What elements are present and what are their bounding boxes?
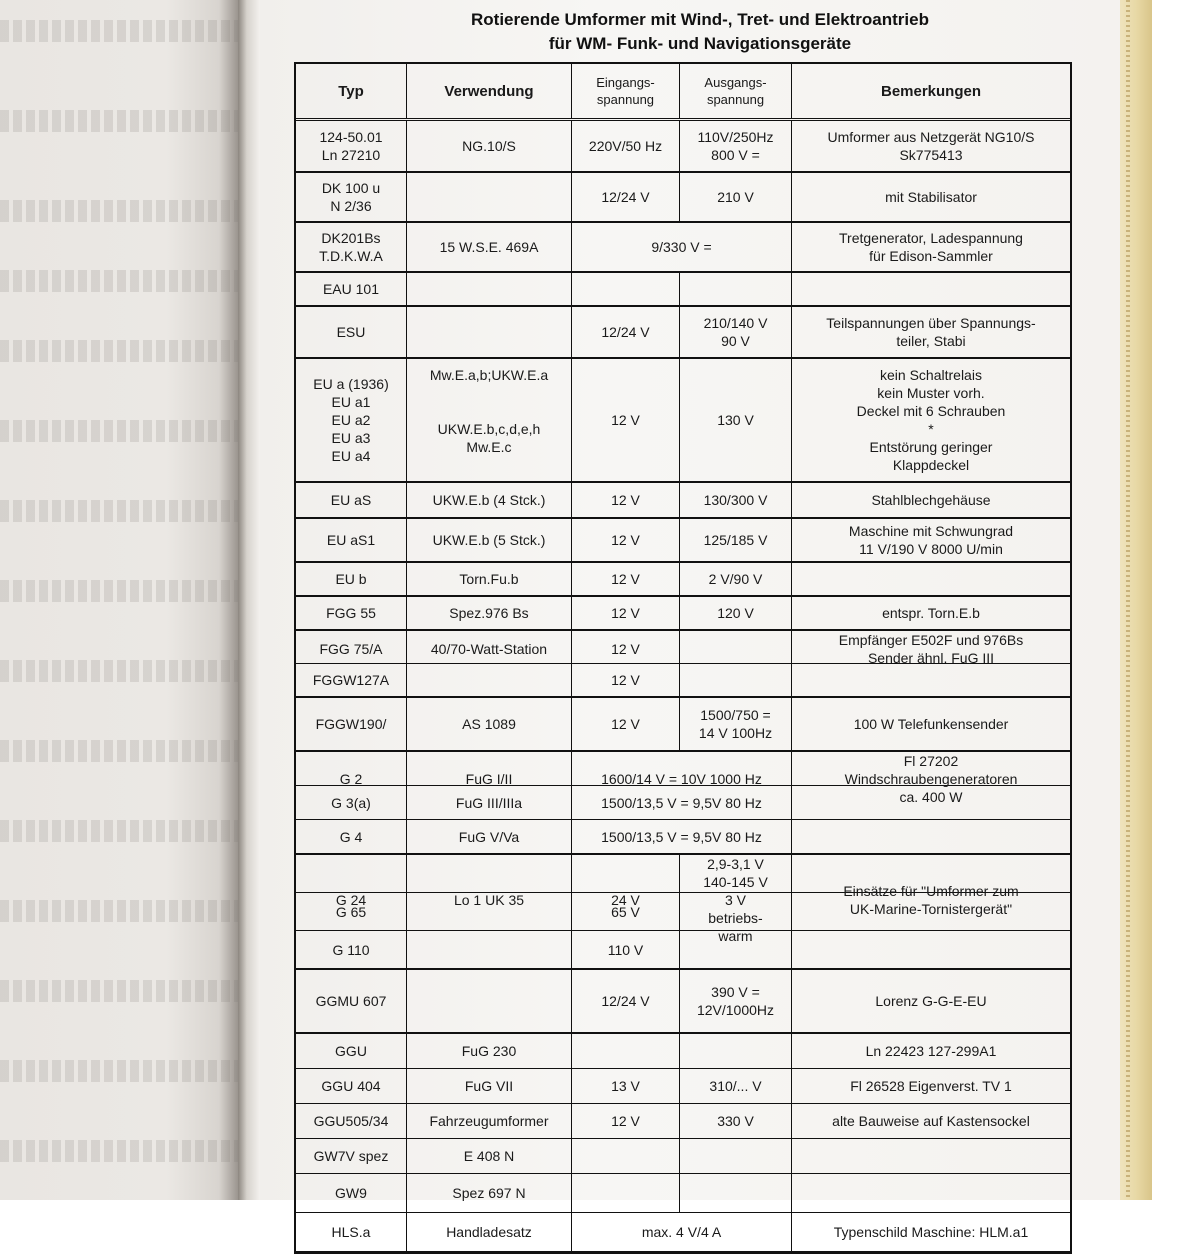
cell-eingang: 24 V (572, 855, 680, 945)
cell-bemerkungen (792, 893, 1070, 930)
cell-ausgang: 130/300 V (680, 483, 792, 517)
bleed-through-text (0, 340, 238, 362)
bleed-through-text (0, 580, 238, 602)
bleed-through-text (0, 820, 238, 842)
cell-typ: G 3(a) (296, 786, 407, 819)
cell-typ: G 24 (296, 855, 407, 945)
cell-verwendung: 15 W.S.E. 469A (407, 223, 572, 271)
cell-ausgang: 330 V (680, 1104, 792, 1138)
cell-typ: G 2 (296, 752, 407, 806)
cell-ausgang: 120 V (680, 597, 792, 629)
table-row (296, 223, 1070, 273)
cell-eingang: 12 V (572, 664, 680, 696)
table-row (296, 1174, 1070, 1213)
cell-bemerkungen (792, 563, 1070, 595)
table-row (296, 664, 1070, 698)
cell-ausgang: 125/185 V (680, 519, 792, 561)
cell-bemerkungen: Einsätze für "Umformer zum UK-Marine-Tornistergerät" (843, 883, 1019, 917)
cell-spannung: 1500/13,5 V = 9,5V 80 Hz (572, 820, 792, 853)
cell-bemerkungen: entspr. Torn.E.b (882, 605, 980, 621)
bleed-through-text (0, 980, 238, 1002)
cell-verwendung: E 408 N (407, 1139, 572, 1173)
bleed-through-text (0, 270, 238, 292)
header-typ: Typ (296, 64, 407, 118)
cell-typ: GGU (296, 1034, 407, 1068)
cell-bemerkungen: Empfänger E502F und 976Bs Sender ähnl. FuG III (838, 632, 1024, 666)
cell-verwendung (407, 931, 572, 968)
cell-ausgang (680, 893, 792, 930)
cell-eingang: 12 V (572, 519, 680, 561)
cell-bemerkungen: Tretgenerator, Ladespannung für Edison-Sammler (839, 230, 1023, 264)
cell-bemerkungen: Stahlblechgehäuse (871, 492, 991, 508)
cell-ausgang (680, 1139, 792, 1173)
bleed-through-text (0, 740, 238, 762)
table-row (296, 893, 1070, 931)
background (1152, 0, 1200, 1200)
cell-bemerkungen (792, 664, 1070, 696)
table-row (296, 1139, 1070, 1174)
table-row (296, 820, 1070, 855)
cell-typ: ESU (296, 307, 407, 357)
cell-ausgang: 1500/750 = 14 V 100Hz (680, 698, 792, 750)
cell-typ: GGU 404 (296, 1069, 407, 1103)
cell-ausgang (680, 1034, 792, 1068)
cell-eingang: 12 V (572, 698, 680, 750)
cell-ausgang (680, 273, 792, 305)
cell-spannung: max. 4 V/4 A (572, 1213, 792, 1251)
header-bemerkungen: Bemerkungen (880, 82, 982, 100)
cell-bemerkungen: Fl 26528 Eigenverst. TV 1 (850, 1078, 1012, 1094)
cell-bemerkungen (792, 786, 1070, 819)
cell-verwendung: Spez.976 Bs (407, 597, 572, 629)
cell-ausgang (680, 631, 792, 667)
header-verwendung: Verwendung (407, 64, 572, 118)
cell-spannung: 1500/13,5 V = 9,5V 80 Hz (572, 786, 792, 819)
cell-verwendung: Mw.E.a,b;UKW.E.a UKW.E.b,c,d,e,h Mw.E.c (407, 359, 572, 481)
page-edge (1120, 0, 1152, 1200)
cell-ausgang (680, 664, 792, 696)
cell-ausgang (680, 931, 792, 968)
cell-typ: GGU505/34 (296, 1104, 407, 1138)
cell-verwendung (407, 307, 572, 357)
cell-bemerkungen (792, 1139, 1070, 1173)
cell-ausgang: 390 V = 12V/1000Hz (680, 970, 792, 1032)
cell-spannung: 1600/14 V = 10V 1000 Hz (572, 752, 792, 806)
cell-verwendung (407, 970, 572, 1032)
cell-verwendung: FuG V/Va (407, 820, 572, 853)
cell-typ: FGGW190/ (296, 698, 407, 750)
cell-eingang: 12 V (572, 563, 680, 595)
cell-verwendung (407, 273, 572, 305)
cell-bemerkungen: Lorenz G-G-E-EU (875, 993, 987, 1009)
page-title: Rotierende Umformer mit Wind-, Tret- und Elektroantrieb (471, 10, 929, 29)
cell-verwendung: 40/70-Watt-Station (407, 631, 572, 667)
cell-typ: G 65 (296, 893, 407, 930)
cell-bemerkungen (792, 273, 1070, 305)
cell-verwendung (407, 173, 572, 221)
cell-eingang (572, 1139, 680, 1173)
cell-eingang (572, 1174, 680, 1212)
table-row (296, 786, 1070, 820)
cell-ausgang: 2,9-3,1 V 140-145 V 3 V betriebs- warm (680, 855, 792, 945)
cell-typ: 124-50.01 Ln 27210 (296, 121, 407, 171)
cell-eingang: 110 V (572, 931, 680, 968)
cell-verwendung: UKW.E.b (4 Stck.) (407, 483, 572, 517)
table-row (296, 173, 1070, 223)
bleed-through-text (0, 20, 238, 42)
cell-typ: EU aS1 (296, 519, 407, 561)
cell-ausgang: 110V/250Hz 800 V = (680, 121, 792, 171)
table-row (296, 931, 1070, 970)
cell-eingang (572, 1034, 680, 1068)
cell-verwendung: NG.10/S (407, 121, 572, 171)
cell-verwendung: AS 1089 (407, 698, 572, 750)
table-row (296, 1069, 1070, 1104)
cell-ausgang: 310/... V (680, 1069, 792, 1103)
table-row (296, 307, 1070, 359)
cell-typ: DK201Bs T.D.K.W.A (296, 223, 407, 271)
cell-verwendung (407, 664, 572, 696)
bleed-through-text (0, 500, 238, 522)
cell-bemerkungen: kein Schaltrelais kein Muster vorh. Deckel mit 6 Schrauben * Entstörung geringer Klappdeckel (856, 367, 1006, 473)
cell-verwendung: Handladesatz (407, 1213, 572, 1251)
cell-typ: DK 100 u N 2/36 (296, 173, 407, 221)
bleed-through-text (0, 420, 238, 442)
cell-verwendung: FuG I/II (407, 752, 572, 806)
table-row (296, 1213, 1070, 1252)
cell-eingang: 12 V (572, 1104, 680, 1138)
cell-verwendung: Lo 1 UK 35 (407, 855, 572, 945)
cell-bemerkungen: Typenschild Maschine: HLM.a1 (833, 1224, 1029, 1240)
cell-verwendung: Torn.Fu.b (407, 563, 572, 595)
cell-bemerkungen: alte Bauweise auf Kastensockel (832, 1113, 1030, 1129)
table-row (296, 631, 1070, 664)
cell-ausgang (680, 1174, 792, 1212)
table-row (296, 970, 1070, 1034)
cell-eingang: 65 V (572, 893, 680, 930)
cell-bemerkungen: Fl 27202 Windschraubengeneratoren ca. 400 W (844, 753, 1018, 805)
bleed-through-text (0, 660, 238, 682)
cell-ausgang: 130 V (680, 359, 792, 481)
converter-table (294, 62, 1072, 1254)
cell-typ: GW7V spez (296, 1139, 407, 1173)
cell-typ: FGGW127A (296, 664, 407, 696)
table-row (296, 519, 1070, 563)
cell-typ: EAU 101 (296, 273, 407, 305)
cell-verwendung: FuG VII (407, 1069, 572, 1103)
table-header (296, 64, 1070, 121)
cell-verwendung (407, 893, 572, 930)
cell-eingang: 12 V (572, 359, 680, 481)
bleed-through-text (0, 110, 238, 132)
table-body (296, 121, 1070, 1252)
cell-eingang: 12/24 V (572, 970, 680, 1032)
cell-typ: GGMU 607 (296, 970, 407, 1032)
cell-ausgang: 210/140 V 90 V (680, 307, 792, 357)
cell-bemerkungen: Ln 22423 127-299A1 (865, 1043, 997, 1059)
left-facing-page (0, 0, 238, 1200)
table-row (296, 698, 1070, 752)
cell-eingang: 12/24 V (572, 307, 680, 357)
cell-verwendung: FuG 230 (407, 1034, 572, 1068)
table-row (296, 597, 1070, 631)
table-row (296, 359, 1070, 483)
cell-typ: FGG 55 (296, 597, 407, 629)
bleed-through-text (0, 900, 238, 922)
page-subtitle: für WM- Funk- und Navigationsgeräte (548, 34, 852, 53)
cell-verwendung: Fahrzeugumformer (407, 1104, 572, 1138)
cell-eingang: 12 V (572, 483, 680, 517)
cell-eingang (572, 273, 680, 305)
table-row (296, 483, 1070, 519)
cell-bemerkungen (792, 931, 1070, 968)
cell-eingang: 13 V (572, 1069, 680, 1103)
cell-eingang: 12 V (572, 631, 680, 667)
bleed-through-text (0, 1060, 238, 1082)
bleed-through-text (0, 1140, 238, 1162)
cell-eingang: 220V/50 Hz (572, 121, 680, 171)
cell-bemerkungen (792, 820, 1070, 853)
cell-bemerkungen: Maschine mit Schwungrad 11 V/190 V 8000 U/min (848, 523, 1014, 557)
table-row (296, 563, 1070, 597)
cell-typ: EU b (296, 563, 407, 595)
cell-bemerkungen: 100 W Telefunkensender (853, 716, 1009, 732)
table-row (296, 1034, 1070, 1069)
cell-bemerkungen: Teilspannungen über Spannungs- teiler, Stabi (826, 315, 1036, 349)
cell-verwendung: Spez 697 N (407, 1174, 572, 1212)
cell-typ: FGG 75/A (296, 631, 407, 667)
book-gutter (238, 0, 260, 1200)
cell-eingang: 12 V (572, 597, 680, 629)
table-row (296, 273, 1070, 307)
cell-eingang: 12/24 V (572, 173, 680, 221)
table-row (296, 121, 1070, 173)
cell-verwendung: UKW.E.b (5 Stck.) (407, 519, 572, 561)
cell-ausgang: 210 V (680, 173, 792, 221)
cell-typ: EU aS (296, 483, 407, 517)
cell-typ: EU a (1936) EU a1 EU a2 EU a3 EU a4 (296, 359, 407, 481)
cell-typ: G 110 (296, 931, 407, 968)
cell-bemerkungen: Umformer aus Netzgerät NG10/S Sk775413 (827, 129, 1035, 163)
cell-spannung: 9/330 V = (572, 223, 792, 271)
header-ausgang: Ausgangs- spannung (680, 64, 792, 118)
header-eingang: Eingangs- spannung (572, 64, 680, 118)
bleed-through-text (0, 200, 238, 222)
cell-bemerkungen (792, 1174, 1070, 1212)
cell-bemerkungen: mit Stabilisator (885, 189, 977, 205)
cell-typ: GW9 (296, 1174, 407, 1212)
cell-typ: HLS.a (296, 1213, 407, 1251)
table-row (296, 1104, 1070, 1139)
cell-typ: G 4 (296, 820, 407, 853)
cell-verwendung: FuG III/IIIa (407, 786, 572, 819)
cell-ausgang: 2 V/90 V (680, 563, 792, 595)
